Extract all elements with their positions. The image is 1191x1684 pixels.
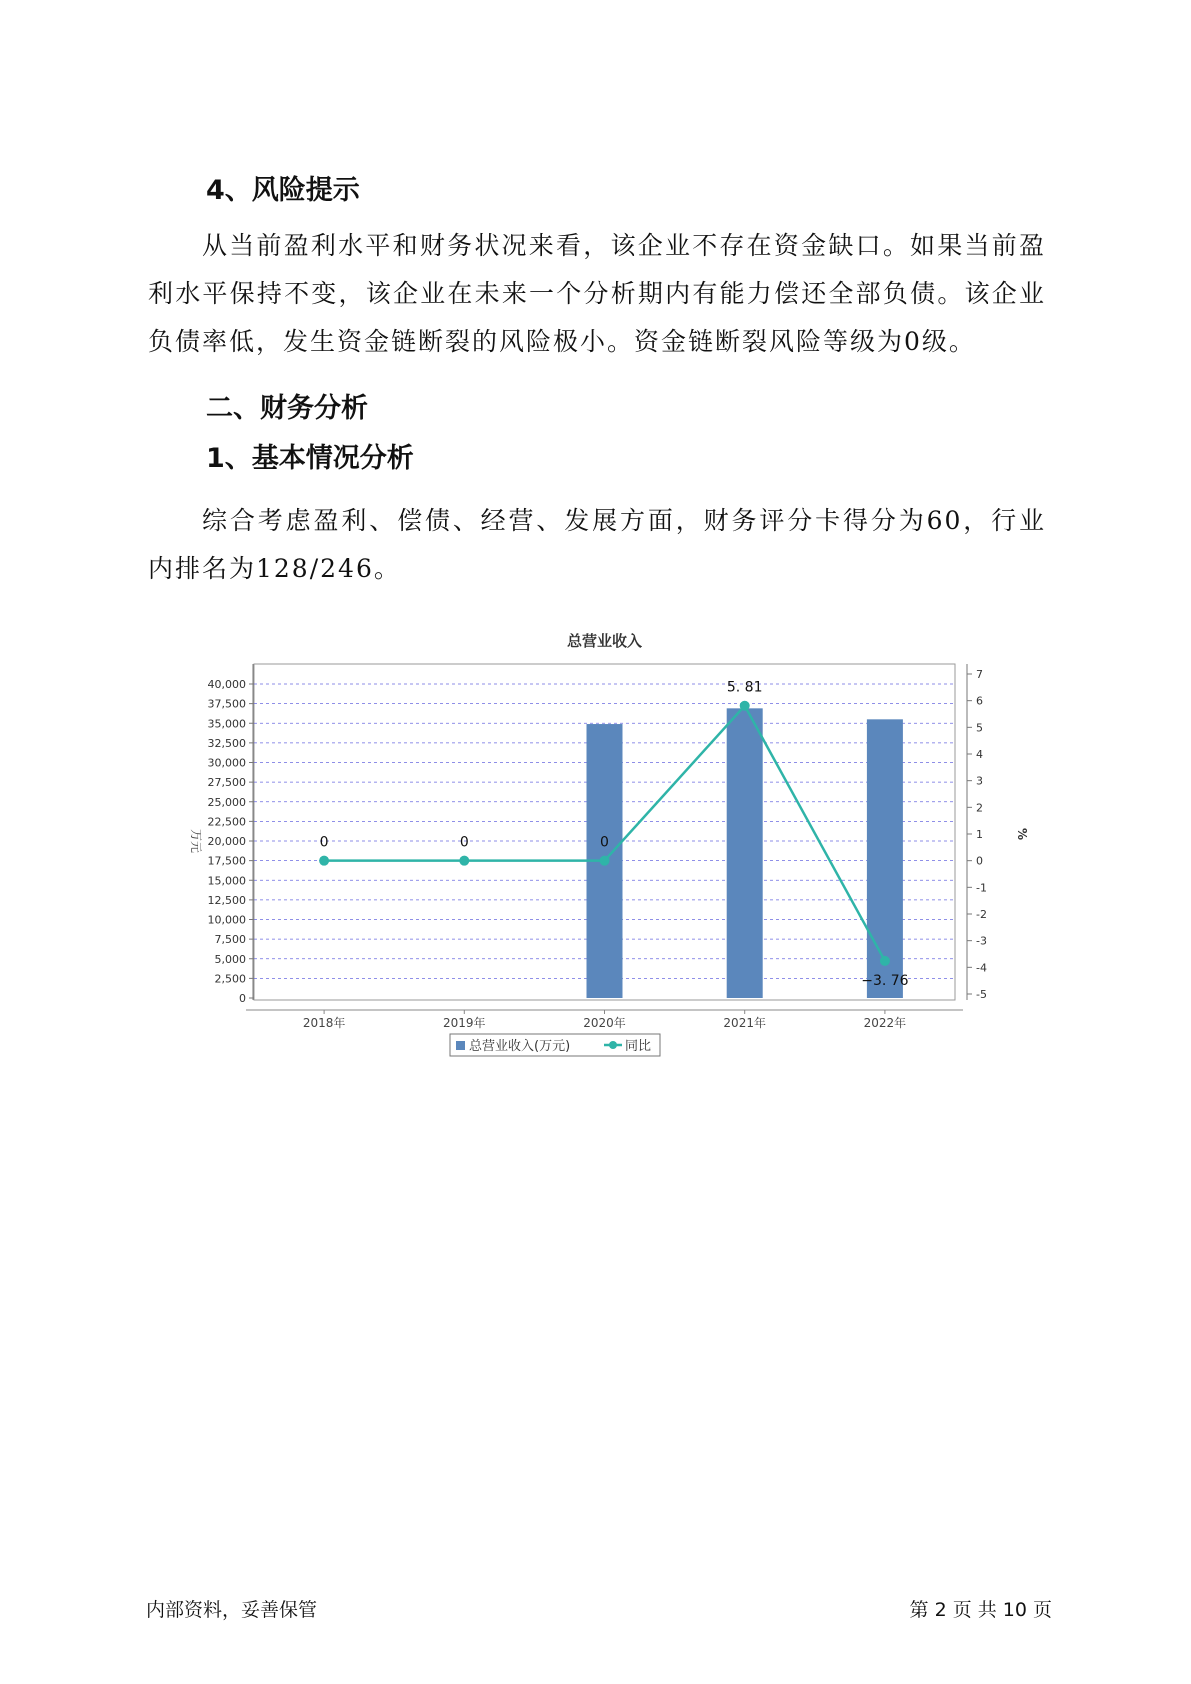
y-tick-label: 40,000 [207,678,246,691]
x-tick-label: 2021年 [723,1016,766,1030]
y2-tick-label: 2 [976,801,983,815]
finance-heading: 二、财务分析 [206,393,368,424]
yoy-data-label: 5. 81 [726,679,763,696]
y2-tick-label: 5 [976,721,983,735]
footer-confidential: 内部资料，妥善保管 [146,1599,318,1621]
y-axis-label: 万元 [189,828,203,854]
risk-heading: 4、风险提示 [206,175,360,206]
yoy-point [319,856,329,866]
y-tick-label: 10,000 [207,913,246,927]
yoy-point [880,956,890,966]
y2-tick-label: -2 [976,908,987,921]
chart-title: 总营业收入 [566,632,643,650]
y2-tick-label: -1 [976,881,987,895]
y2-tick-label: 7 [976,668,983,681]
y-tick-label: 37,500 [207,697,246,711]
x-tick-label: 2019年 [443,1016,486,1030]
yoy-data-label: 0 [459,834,469,851]
legend-marker-yoy [609,1041,617,1049]
x-tick-label: 2020年 [583,1016,626,1030]
legend-label-revenue: 总营业收入(万元) [469,1039,571,1054]
y2-tick-label: -4 [976,961,987,975]
y-tick-label: 2,500 [214,972,246,986]
y-tick-label: 5,000 [214,952,246,966]
footer-page-number: 第 2 页 共 10 页 [909,1599,1052,1621]
y-tick-label: 25,000 [207,795,246,809]
y2-tick-label: 4 [976,748,983,761]
bar-revenue [727,708,763,998]
yoy-data-label: 0 [319,834,329,851]
basic-heading: 1、基本情况分析 [206,443,414,474]
y-tick-label: 22,500 [207,815,246,829]
x-tick-label: 2018年 [302,1016,346,1030]
y2-tick-label: -5 [976,988,987,1001]
y-tick-label: 12,500 [207,893,246,907]
y2-tick-label: 0 [976,854,983,868]
x-tick-label: 2022年 [863,1016,907,1030]
y-tick-label: 32,500 [207,736,246,750]
y-tick-label: 27,500 [207,776,246,790]
yoy-data-label: −3. 76 [861,972,909,989]
y-tick-label: 30,000 [207,756,246,770]
yoy-point [740,701,750,711]
y2-tick-label: -3 [976,934,987,948]
y-tick-label: 20,000 [207,835,246,848]
y-tick-label: 15,000 [207,874,246,888]
y2-tick-label: 6 [976,694,983,708]
basic-paragraph: 综合考虑盈利、偿债、经营、发展方面，财务评分卡得分为60，行业内排名为128/246。 [148,506,1046,583]
legend-label-yoy: 同比 [625,1039,652,1054]
revenue-chart-svg [170,612,1040,1072]
y-tick-label: 0 [239,992,246,1005]
y2-tick-label: 3 [976,774,983,788]
legend-swatch-revenue [456,1041,465,1050]
y-tick-label: 7,500 [214,933,246,947]
revenue-chart [170,612,1040,1072]
y2-tick-label: 1 [976,828,983,841]
yoy-point [459,856,469,866]
yoy-data-label: 0 [600,834,609,851]
y-tick-label: 17,500 [207,854,246,868]
yoy-point [600,856,610,866]
y-tick-label: 35,000 [207,717,246,731]
risk-paragraph: 从当前盈利水平和财务状况来看，该企业不存在资金缺口。如果当前盈利水平保持不变，该企业在未来一个分析期内有能力偿还全部负债。该企业负债率低，发生资金链断裂的风险极小。资金链断裂风险等级为0级。 [148,231,1046,356]
y2-axis-label: % [1015,827,1029,841]
